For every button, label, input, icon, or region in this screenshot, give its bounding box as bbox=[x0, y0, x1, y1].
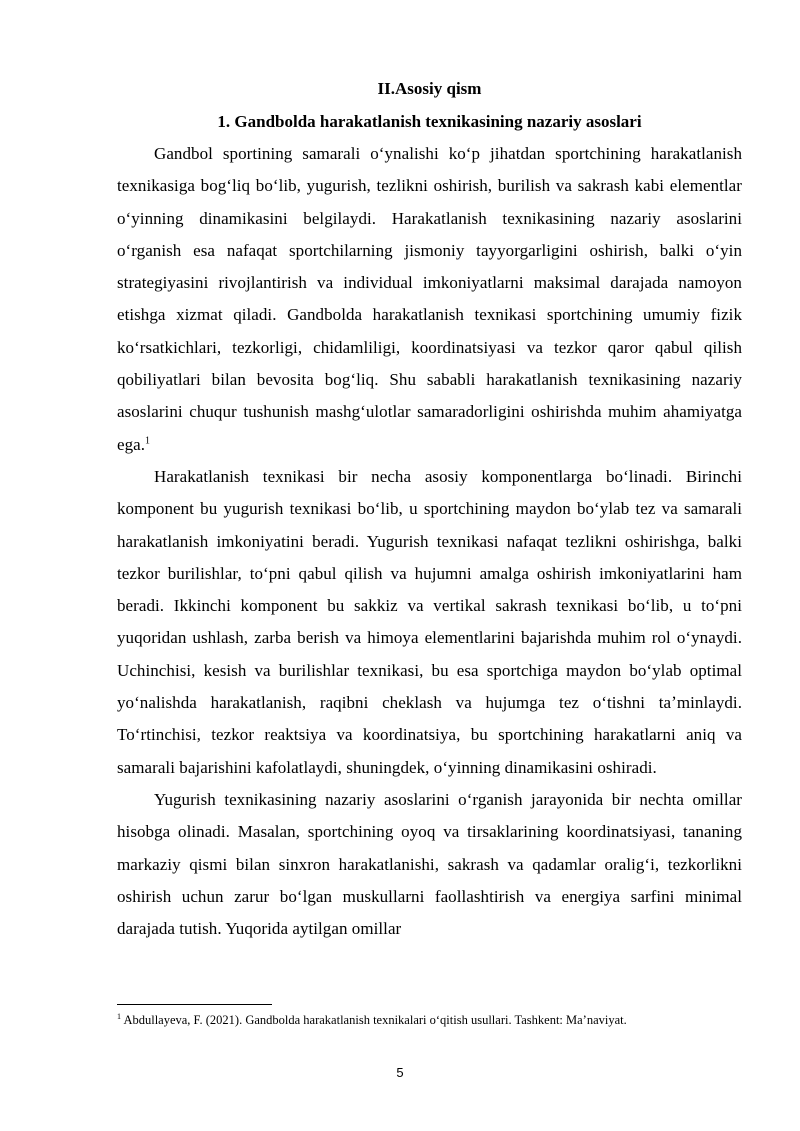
footnote-text: Abdullayeva, F. (2021). Gandbolda harakatlanish texnikalari oʻqitish usullari. Tashkent: Maʼnaviyat. bbox=[123, 1013, 627, 1027]
paragraph-2: Harakatlanish texnikasi bir necha asosiy komponentlarga boʻlinadi. Birinchi komponent bu yugurish texnikasi boʻlib, u sportchining maydon boʻylab tez va samarali harakatlanish imkoniyatini beradi. Yugurish texnikasi nafaqat tezlikni oshirishga, balki tezkor burilishlar, toʻpni qabul qilish va hujumni amalga oshirish imkoniyatlarini ham beradi. Ikkinchi komponent bu sakkiz va vertikal sakrash texnikasi boʻlib, u toʻpni yuqoridan ushlash, zarba berish va himoya elementlarini bajarishda muhim rol oʻynaydi. Uchinchisi, kesish va burilishlar texnikasi, bu esa sportchiga maydon boʻylab optimal yoʻnalishda harakatlanish, raqibni cheklash va hujumga tez oʻtishni taʼminlaydi. Toʻrtinchisi, tezkor reaktsiya va koordinatsiya, bu sportchining harakatlarni aniq va samarali bajarishini kafolatlaydi, shuningdek, oʻyinning dinamikasini oshiradi. bbox=[117, 466, 742, 777]
paragraph-3: Yugurish texnikasining nazariy asoslarini oʻrganish jarayonida bir nechta omillar hisobga olinadi. Masalan, sportchining oyoq va tirsaklarining koordinatsiyasi, tananing markaziy qismi bilan sinxron harakatlanishi, sakrash va qadamlar oraligʻi, tezkorlikni oshirish uchun zarur boʻlgan muskullarni faollashtirish va energiya sarfini minimal darajada tutish. Yuqorida aytilgan omillar bbox=[117, 789, 742, 939]
page-number: 5 bbox=[396, 1065, 404, 1080]
subsection-title: 1. Gandbolda harakatlanish texnikasining nazariy asoslari bbox=[217, 112, 642, 131]
page-content bbox=[117, 73, 742, 945]
footnote-separator bbox=[117, 1004, 272, 1005]
footnote bbox=[117, 1012, 742, 1028]
paragraph-1 bbox=[117, 138, 742, 461]
footnote-reference[interactable]: 1 bbox=[145, 435, 151, 447]
footnote-marker: 1 bbox=[117, 1011, 121, 1021]
section-title: II.Asosiy qism bbox=[377, 79, 482, 98]
paragraph-1-text: Gandbol sportining samarali oʻynalishi koʻp jihatdan sportchining harakatlanish texnikasiga bogʻliq boʻlib, yugurish, tezlikni oshirish, burilish va sakrash kabi elementlar oʻyinning dinamikasini belgilaydi. Harakatlanish texnikasining nazariy asoslarini oʻrganish esa nafaqat sportchilarning jismoniy tayyorgarligini oshirish, balki oʻyin strategiyasini rivojlantirish va individual imkoniyatlarni maksimal darajada namoyon etishga xizmat qiladi. Gandbolda harakatlanish texnikasi sportchining umumiy fizik koʻrsatkichlari, tezkorligi, chidamliligi, koordinatsiyasi va tezkor qaror qabul qilish qobiliyatlari bilan bevosita bogʻliq. Shu sababli harakatlanish texnikasining nazariy asoslarini chuqur tushunish mashgʻulotlar samaradorligini oshirishda muhim ahamiyatga ega. bbox=[117, 144, 742, 454]
